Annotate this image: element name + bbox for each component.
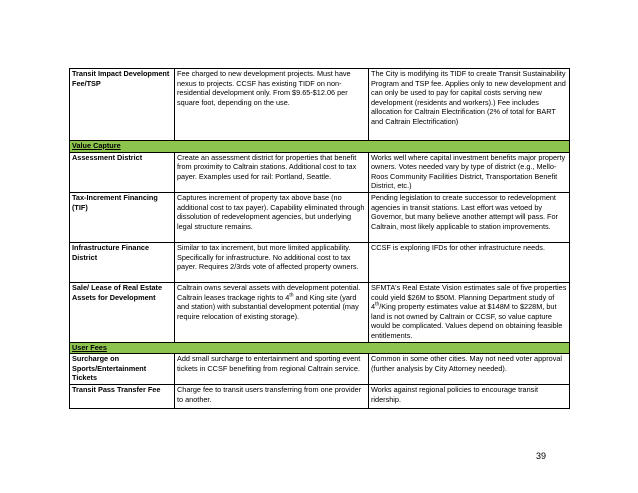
table-row-assessment-district — [70, 152, 570, 192]
table-row-transit-pass-transfer-fee — [70, 384, 570, 408]
table-row-sale-lease-real-estate — [70, 282, 570, 342]
table-row-surcharge-tickets — [70, 354, 570, 385]
option-description: Similar to tax increment, but more limited applicability. Specifically for infrastructure. No additional cost to tax payer. Requires 2/3rds vote of affected property owners. — [175, 242, 369, 282]
option-name: Sale/ Lease of Real Estate Assets for Development — [70, 282, 175, 342]
section-title: Value Capture — [70, 141, 570, 153]
table-row-transit-impact-fee — [70, 69, 570, 141]
section-header-value-capture — [70, 141, 570, 153]
option-description: Charge fee to transit users transferring from one provider to another. — [175, 384, 369, 408]
option-notes: Pending legislation to create successor to redevelopment agencies in transit stations. Last effort was vetoed by Governor, but many believe another attempt will pass. For Caltrain, most likely applicable to station improvements. — [369, 192, 570, 242]
description-text-start: Caltrain owns several assets with development potential. Caltrain leases trackage rights to 4 — [177, 282, 361, 302]
option-name: Transit Pass Transfer Fee — [70, 384, 175, 408]
table-row-infrastructure-finance-district — [70, 242, 570, 282]
option-notes: Common in some other cities. May not need voter approval (further analysis by City Attorney needed). — [369, 354, 570, 385]
option-notes: The City is modifying its TIDF to create Transit Sustainability Program and TSP fee. Applies only to new development and can only be used to pay for capital costs serving new development (residents and workers).) Fee includes allocation for Caltrain Electrification (2% of total for BART and Caltrain Electrification) — [369, 69, 570, 141]
option-name: Surcharge on Sports/Entertainment Tickets — [70, 354, 175, 385]
ordinal-suffix: th — [375, 301, 380, 308]
option-name: Tax-Increment Financing (TIF) — [70, 192, 175, 242]
option-description: Create an assessment district for properties that benefit from proximity to Caltrain stations. Additional cost to tax payer. Examples used for rail: Portland, Seattle. — [175, 152, 369, 192]
option-description: Fee charged to new development projects. Must have nexus to projects. CCSF has existing TIDF on non-residential development only. From $9.65-$12.06 per square foot, depending on the use. — [175, 69, 369, 141]
option-notes: Works well where capital investment benefits major property owners. Votes needed vary by type of district (e.g., Mello-Roos Community Facilities District, Transportation Benefit District, etc.) — [369, 152, 570, 192]
notes-text-start: SFMTA's Real Estate Vision estimates sale of five properties could yield $26M to $50M. Planning Department study of 4 — [371, 282, 567, 312]
option-notes: Works against regional policies to encourage transit ridership. — [369, 384, 570, 408]
notes-text-end: /King property estimates value at $148M to $228M, but land is not owned by Caltrain or CCSF, so value capture would be complicated. Values depend on obtaining feasible entitlements. — [371, 302, 563, 340]
page-number: 39 — [536, 451, 547, 461]
option-description: Captures increment of property tax above base (no additional cost to tax payer). Capability eliminated through dissolution of redevelopment agencies, but underlying legal structure remains. — [175, 192, 369, 242]
option-name: Transit Impact Development Fee/TSP — [70, 69, 175, 141]
option-notes: CCSF is exploring IFDs for other infrastructure needs. — [369, 242, 570, 282]
section-title: User Fees — [70, 342, 570, 354]
description-text-end: and King site (yard and station) with substantial development potential (may require relocation of existing storage). — [177, 292, 359, 321]
section-header-user-fees — [70, 342, 570, 354]
table-row-tax-increment-financing — [70, 192, 570, 242]
option-description: Add small surcharge to entertainment and sporting event tickets in CCSF benefiting from regional Caltrain service. — [175, 354, 369, 385]
option-description — [175, 282, 369, 342]
option-notes — [369, 282, 570, 342]
funding-options-table — [69, 68, 570, 409]
option-name: Infrastructure Finance District — [70, 242, 175, 282]
ordinal-suffix: th — [289, 292, 294, 299]
option-name: Assessment District — [70, 152, 175, 192]
